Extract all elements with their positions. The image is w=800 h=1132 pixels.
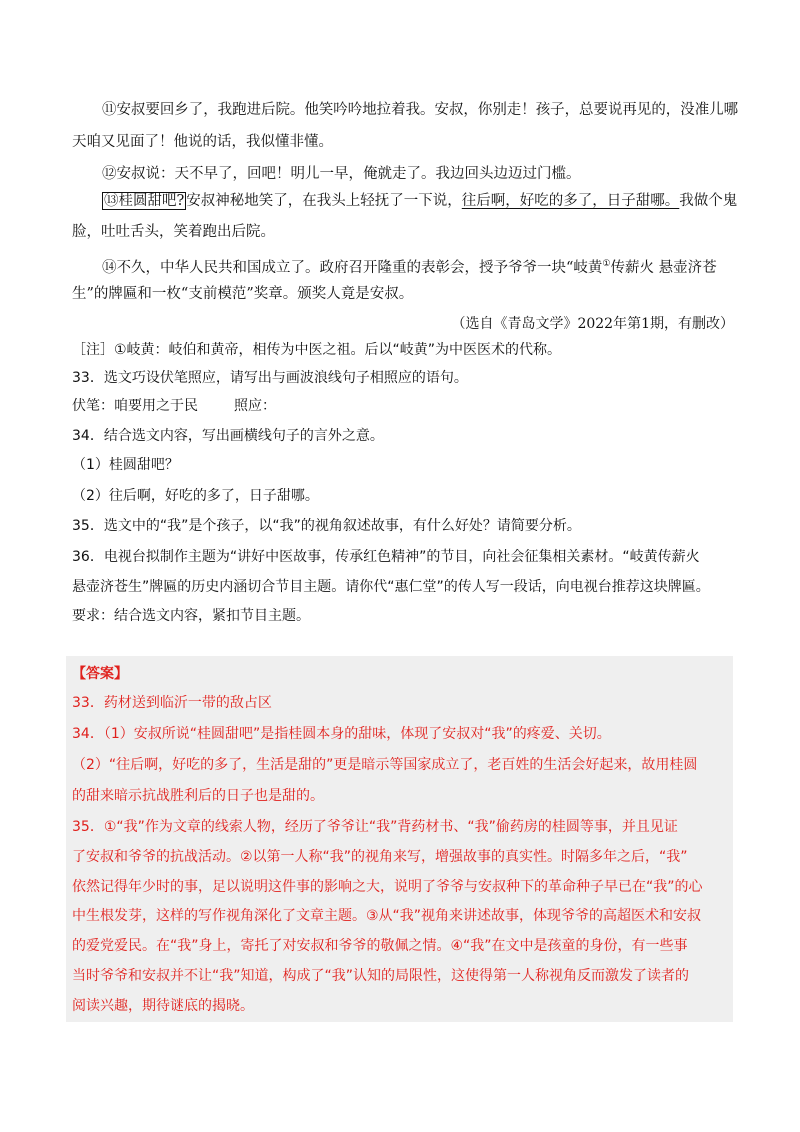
question-35: 35．选文中的“我”是个孩子，以“我”的视角叙述故事，有什么好处？请简要分析。	[72, 518, 581, 534]
source-citation: （选自《青岛文学》2022年第1期，有删改）	[451, 316, 734, 332]
answer-35-line-6: 当时爷爷和安叔并不让“我”知道，构成了“我”认知的局限性，这使得第一人称视角反而激发了读者的	[72, 968, 690, 984]
paragraph-13-line-1: ⑬桂圆甜吧? 安叔神秘地笑了，在我头上轻抚了一下说，往后啊，好吃的多了，日子甜哪。我做个鬼	[104, 193, 738, 209]
answer-35-line-4: 中生根发芽，这样的写作视角深化了文章主题。③从“我”视角来讲述故事，体现爷爷的高超医术和安叔	[72, 908, 702, 924]
paragraph-14-line-1: ⑭不久，中华人民共和国成立了。政府召开隆重的表彰会，授予爷爷一块“岐黄①传薪火 悬壶济苍	[102, 259, 717, 276]
footnote: ［注］①岐黄：岐伯和黄帝，相传为中医之祖。后以“岐黄”为中医医术的代称。	[72, 342, 562, 358]
answer-34-part-2-line-2: 的甜来暗示抗战胜利后的日子也是甜的。	[72, 788, 324, 804]
answer-35-line-2: 了安叔和爷爷的抗战活动。②以第一人称“我”的视角来写，增强故事的真实性。时隔多年之后，“我”	[72, 849, 688, 865]
question-34-part-1: （1）桂圆甜吧？	[72, 457, 179, 473]
answer-34-part-2-line-1: （2）“往后啊，好吃的多了，生活是甜的”更是暗示等国家成立了，老百姓的生活会好起来，故用桂圆	[72, 757, 698, 773]
paragraph-number: ⑪	[102, 102, 117, 118]
answer-35-line-1: 35．①“我”作为文章的线索人物，经历了爷爷让“我”背药材书、“我”偷药房的桂圆等事，并且见证	[72, 819, 678, 835]
paragraph-12: ⑫安叔说：天不早了，回吧！明儿一早，俺就走了。我边回头边迈过门槛。	[102, 166, 581, 182]
paragraph-14-line-2: 生”的牌匾和一枚“支前模范”奖章。颁奖人竟是安叔。	[72, 286, 414, 302]
question-34-part-2: （2）往后啊，好吃的多了，日子甜哪。	[72, 488, 319, 504]
answer-35-line-3: 依然记得年少时的事，足以说明这件事的影响之大，说明了爷爷与安叔种下的革命种子早已在“我”的心	[72, 879, 703, 895]
answer-35-line-7: 阅读兴趣，期待谜底的揭晓。	[72, 998, 254, 1014]
question-34: 34．结合选文内容，写出画横线句子的言外之意。	[72, 428, 384, 444]
question-36-line-1: 36．电视台拟制作主题为“讲好中医故事，传承红色精神”的节目，向社会征集相关素材。“岐黄传薪火	[72, 549, 700, 565]
footnote-marker: ①	[602, 259, 611, 269]
answer-35-line-5: 的爱党爱民。在“我”身上，寄托了对安叔和爷爷的敬佩之情。④“我”在文中是孩童的身份，有一些事	[72, 938, 688, 954]
underlined-sentence: 往后啊，好吃的多了，日子甜哪。	[461, 193, 680, 209]
paragraph-13-line-2: 脸，吐吐舌头，笑着跑出后院。	[72, 224, 275, 240]
boxed-sentence: ⑬桂圆甜吧?	[104, 193, 185, 209]
paragraph-11-line-1: ⑪安叔要回乡了，我跑进后院。他笑吟吟地拉着我。安叔，你别走！孩子，总要说再见的，没准儿哪	[102, 102, 739, 118]
answer-34-part-1: 34．（1）安叔所说“桂圆甜吧”是指桂圆本身的甜味，体现了安叔对“我”的疼爱、关切。	[72, 726, 611, 742]
question-33-blanks: 伏笔：咱要用之于民 照应：	[72, 398, 276, 414]
answer-header: 【答案】	[72, 666, 128, 682]
answer-33: 33．药材送到临沂一带的敌占区	[72, 695, 272, 711]
question-33: 33．选文巧设伏笔照应，请写出与画波浪线句子相照应的语句。	[72, 370, 468, 386]
question-36-line-3: 要求：结合选文内容，紧扣节目主题。	[72, 608, 310, 624]
paragraph-11-line-2: 天咱又见面了！他说的话，我似懂非懂。	[72, 134, 333, 150]
question-36-line-2: 悬壶济苍生”牌匾的历史内涵切合节目主题。请你代“惠仁堂”的传人写一段话，向电视台推荐这块牌匾。	[72, 579, 710, 595]
